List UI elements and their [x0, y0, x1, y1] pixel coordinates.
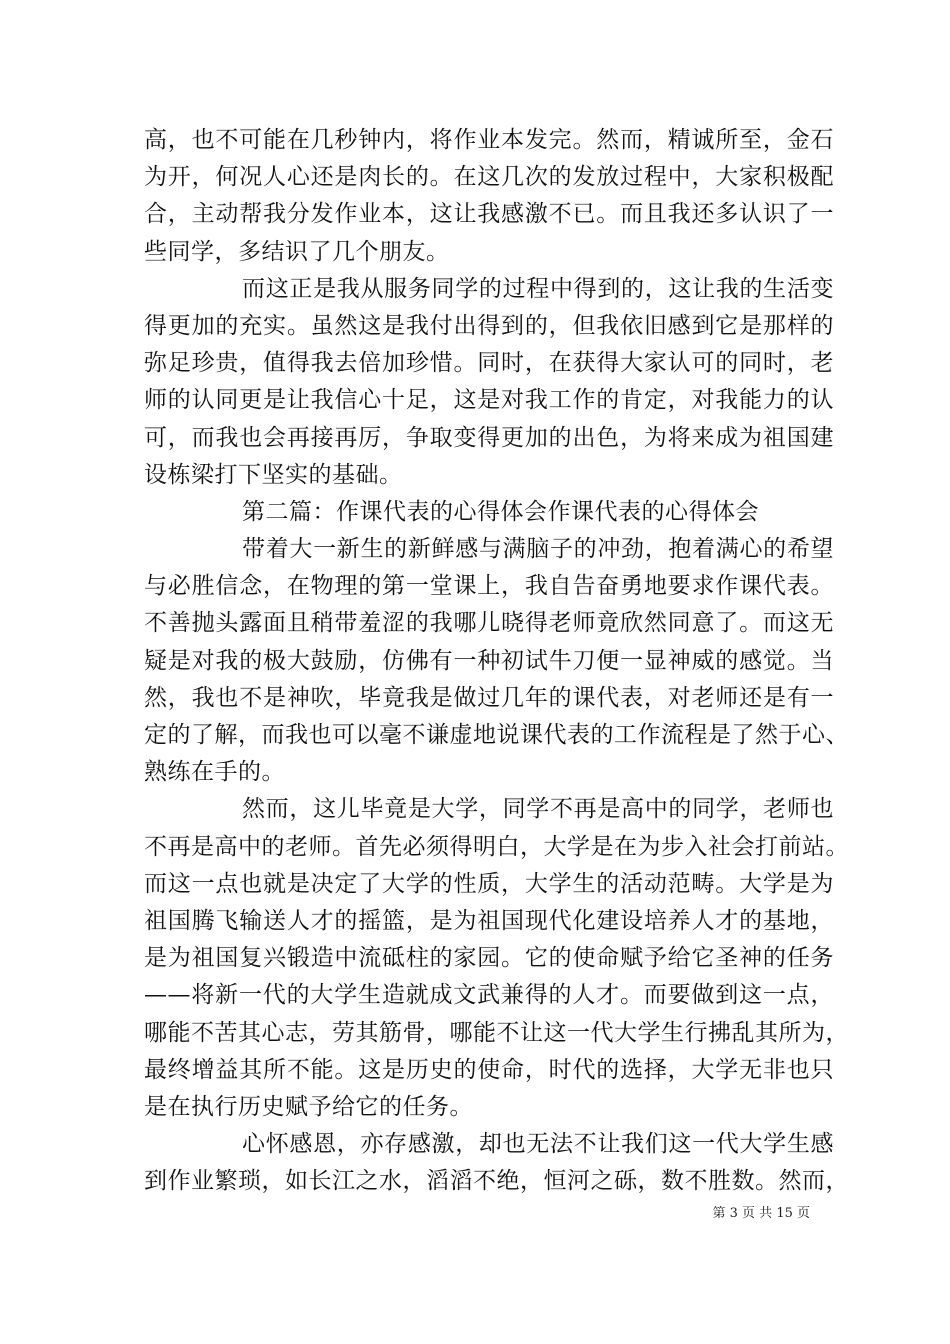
text-line: 高，也不可能在几秒钟内，将作业本发完。然而，精诚所至，金石	[144, 127, 834, 153]
text-line: 设栋梁打下坚实的基础。	[144, 461, 403, 488]
text-line: 最终增益其所不能。这是历史的使命，时代的选择，大学无非也只	[144, 1056, 834, 1083]
text-line: 到作业繁琐，如长江之水，滔滔不绝，恒河之砾，数不胜数。然而，	[144, 1168, 849, 1195]
text-line: 定的了解，而我也可以毫不谦虚地说课代表的工作流程是了然于心、	[144, 722, 849, 748]
text-line: 些同学，多结识了几个朋友。	[144, 238, 450, 265]
text-line: 而这一点也就是决定了大学的性质，大学生的活动范畴。大学是为	[144, 870, 834, 897]
text-line: 师的认同更是让我信心十足，这是对我工作的肯定，对我能力的认	[144, 387, 834, 414]
text-line: 得更加的充实。虽然这是我付出得到的，但我依旧感到它是那样的	[144, 312, 834, 339]
text-line: 是为祖国复兴锻造中流砥柱的家园。它的使命赋予给它圣神的任务	[144, 945, 834, 972]
page-number: 第 3 页 共 15 页	[712, 1206, 810, 1221]
text-line: 带着大一新生的新鲜感与满脑子的冲劲，抱着满心的希望	[242, 536, 834, 563]
text-line: 合，主动帮我分发作业本，这让我感激不已。而且我还多认识了一	[144, 201, 834, 228]
text-line: 不再是高中的老师。首先必须得明白，大学是在为步入社会打前站。	[144, 833, 849, 860]
section-heading: 第二篇：作课代表的心得体会作课代表的心得体会	[242, 498, 759, 525]
text-line: 然而，这儿毕竟是大学，同学不再是高中的同学，老师也	[242, 796, 834, 823]
text-line: 心怀感恩，亦存感激，却也无法不让我们这一代大学生感	[242, 1131, 834, 1158]
text-line: 疑是对我的极大鼓励，仿佛有一种初试牛刀便一显神威的感觉。当	[144, 647, 834, 674]
text-line: 哪能不苦其心志，劳其筋骨，哪能不让这一代大学生行拂乱其所为，	[144, 1019, 849, 1046]
text-line: 祖国腾飞输送人才的摇篮，是为祖国现代化建设培养人才的基地，	[144, 907, 834, 934]
text-line: ——将新一代的大学生造就成文武兼得的人才。而要做到这一点，	[144, 982, 834, 1009]
text-line: 为开，何况人心还是肉长的。在这几次的发放过程中，大家积极配	[144, 164, 834, 191]
text-line: 而这正是我从服务同学的过程中得到的，这让我的生活变	[242, 275, 834, 302]
text-line: 与必胜信念，在物理的第一堂课上，我自告奋勇地要求作课代表。	[144, 573, 834, 600]
text-line: 然，我也不是神吹，毕竟我是做过几年的课代表，对老师还是有一	[144, 684, 834, 711]
text-line: 熟练在手的。	[144, 759, 285, 786]
text-line: 是在执行历史赋予给它的任务。	[144, 1093, 473, 1120]
text-line: 可，而我也会再接再厉，争取变得更加的出色，为将来成为祖国建	[144, 424, 834, 451]
text-line: 弥足珍贵，值得我去倍加珍惜。同时，在获得大家认可的同时，老	[144, 350, 834, 377]
text-line: 不善抛头露面且稍带羞涩的我哪儿晓得老师竟欣然同意了。而这无	[144, 610, 834, 637]
body-text	[144, 122, 849, 1200]
